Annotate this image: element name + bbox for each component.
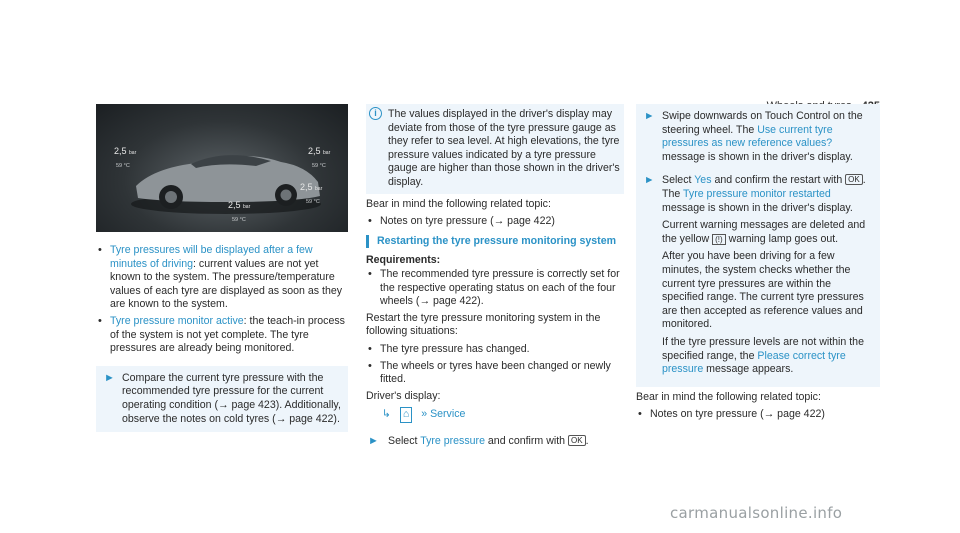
situation-item: • The tyre pressure has changed. xyxy=(366,343,624,357)
reading-rear-right: 2,5 bar xyxy=(300,182,323,192)
temp-rear-left: 59 °C xyxy=(232,217,246,223)
message-monitor-restarted: Tyre pressure monitor restarted xyxy=(683,187,831,200)
menu-chevron-icon: » xyxy=(421,408,428,421)
restart-intro: Restart the tyre pressure monitoring system in the following situations: xyxy=(366,311,601,338)
reading-front-left: 2,5 bar xyxy=(114,146,137,156)
temp-rear-right: 59 °C xyxy=(306,199,320,205)
section-title: Restarting the tyre pressure monitoring system xyxy=(366,235,624,249)
step-arrow-icon: ► xyxy=(644,110,655,122)
drivers-display-label: Driver's display: xyxy=(366,389,441,402)
info-icon: i xyxy=(369,107,382,120)
ok-button-icon: OK xyxy=(568,435,586,446)
column-1 xyxy=(96,244,348,438)
related-topic-link[interactable]: • Notes on tyre pressure (→ page 422) xyxy=(636,408,880,422)
car-illustration xyxy=(96,104,348,232)
requirement-item: • The recommended tyre pressure is correctly set for the respective operating status on each of the four wheels (→ page 422). xyxy=(366,268,624,309)
list-item: • Tyre pressure monitor active: the teach-in process of the system is not yet complete. The tyre pressures are already being monitored. xyxy=(96,315,348,356)
situation-item: • The wheels or tyres have been changed or newly fitted. xyxy=(366,360,624,387)
watermark: carmanualsonline.info xyxy=(670,504,843,522)
instruction-step: ► Select Tyre pressure and confirm with OK . xyxy=(368,434,589,447)
step1-text: Swipe downwards on Touch Control on the steering wheel. xyxy=(662,110,863,136)
instruction-block: ► Swipe downwards on Touch Control on the steering wheel. The Use current tyre pressures as new reference values? message is shown in the driver's display. ► Select Yes and confirm the restart with OK . The Tyre pressure monitor restarted message is shown in the driver's display. Current warning messages are deleted and the yellow (!) warning lamp goes out. After you have been driving for a few minutes, the system checks whether the current tyre pressures are within the specified range. The current tyre pressures are then accepted as reference values and monitored. If the tyre pressure levels are not within the specified range, the Please correct tyre pressure message appears. xyxy=(636,104,880,387)
tyre-pressure-display-image xyxy=(96,104,348,232)
step-arrow-icon: ► xyxy=(368,434,379,447)
column-2 xyxy=(366,104,624,454)
list-item: • Tyre pressures will be displayed after a few minutes of driving: current values are not yet known to the system. The pressure/temperature values of each tyre are displayed as soon as they are known to the system. xyxy=(96,244,348,312)
status-tyre-pressures-displayed: Tyre pressures will be displayed after a few minutes of driving xyxy=(110,244,313,270)
menu-service: Service xyxy=(430,408,466,421)
message-use-current: Use current tyre pressures as new reference values? xyxy=(662,123,833,150)
status-monitor-active: Tyre pressure monitor active xyxy=(110,314,244,327)
paragraph: After you have been driving for a few minutes, the system checks whether the current tyre pressures are within the specified range. The current tyre pressures are then accepted as reference values and monitored. xyxy=(662,250,864,331)
note-box: i The values displayed in the driver's display may deviate from those of the tyre pressure gauge as they refer to sea level. At high elevations, the tyre pressure values indicated by a tyre pressure gauge are higher than those shown in the driver's display. xyxy=(366,104,624,194)
option-yes: Yes xyxy=(694,174,712,187)
reading-rear-left: 2,5 bar xyxy=(228,200,251,210)
message-please-correct: Please correct tyre pressure xyxy=(662,349,846,376)
home-icon: ⌂ xyxy=(400,407,412,423)
temp-front-left: 59 °C xyxy=(116,163,130,169)
tyre-warning-lamp-icon: (!) xyxy=(712,234,726,245)
column-3 xyxy=(636,104,880,425)
temp-front-right: 59 °C xyxy=(312,163,326,169)
related-topic-link[interactable]: • Notes on tyre pressure (→ page 422) xyxy=(366,215,624,229)
option-tyre-pressure: Tyre pressure xyxy=(420,434,485,447)
requirements-label: Requirements: xyxy=(366,254,441,267)
step-arrow-icon: ► xyxy=(104,371,115,384)
step-arrow-icon: ► xyxy=(644,174,655,187)
reading-front-right: 2,5 bar xyxy=(308,146,331,156)
instruction-step: ► Compare the current tyre pressure with the recommended tyre pressure for the current operating condition (→ page 423). Additionally, observe the notes on cold tyres (→ page 422). xyxy=(96,366,348,432)
ok-button-icon: OK xyxy=(845,174,863,185)
related-topic-intro: Bear in mind the following related topic: xyxy=(366,197,551,210)
menu-path xyxy=(366,407,624,423)
related-topic-intro: Bear in mind the following related topic: xyxy=(636,390,821,403)
menu-arrow-icon: ↳ xyxy=(382,408,391,421)
